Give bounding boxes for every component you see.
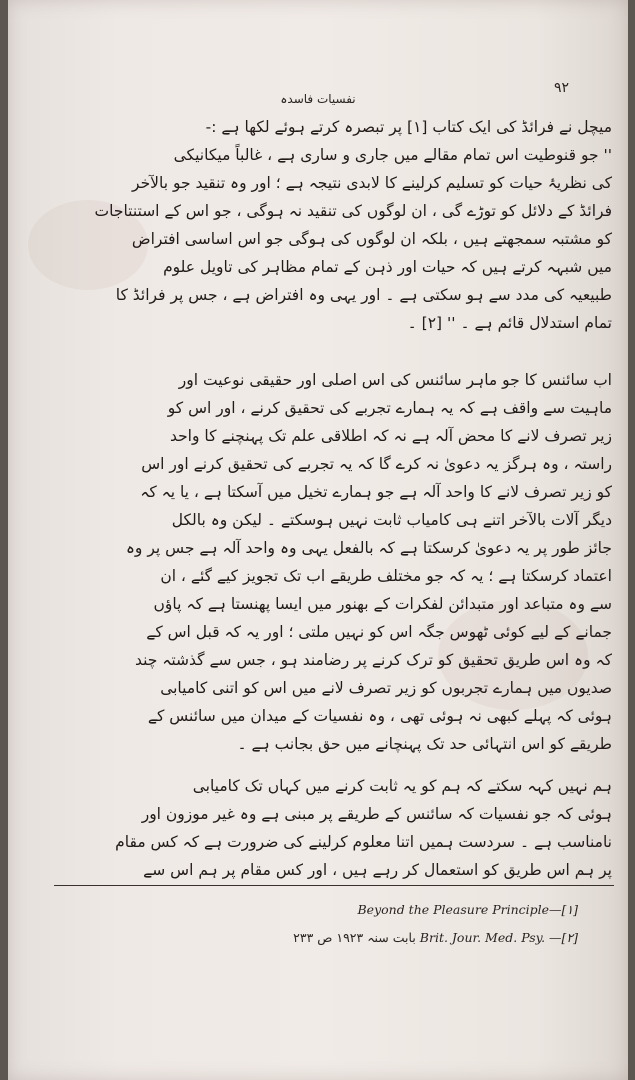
text-line: راستہ ، وہ ہرگز یہ دعویٰ نہ کرے گا کہ یہ تجربے کی تحقیق کرنے اور اس <box>141 455 612 473</box>
footnote-1: Beyond the Pleasure Principle—[۱] <box>357 902 578 917</box>
text-line: میں شبہہ کرتے ہیں کہ حیات اور ذہن کے تمام مظاہر کی تاویل علوم <box>163 258 612 276</box>
page-number: ۹۲ <box>554 80 570 96</box>
text-line: کی نظریۂ حیات کو تسلیم کرلینے کا لابدی نتیجہ ہے ؛ اور وہ تنقید جو بالآخر <box>132 174 612 192</box>
text-line: کو مشتبہ سمجھتے ہیں ، بلکہ ان لوگوں کی ہوگی جو اس اساسی افتراض <box>131 230 612 248</box>
text-line: اب سائنس کا جو ماہر سائنس کی اس اصلی اور حقیقی نوعیت اور <box>178 371 612 389</box>
text-line: نامناسب ہے ۔ سردست ہمیں اتنا معلوم کرلینے کی ضرورت ہے کہ کس مقام <box>115 833 612 851</box>
text-line: جائز طور پر یہ دعویٰ کرسکتا ہے کہ بالفعل یہی وہ واحد آلہ ہے جس پر وہ <box>125 539 612 557</box>
running-title: نفسیات فاسدہ <box>280 92 356 106</box>
text-line: '' جو قنوطیت اس تمام مقالے میں جاری و ساری ہے ، غالباً میکانیکی <box>173 146 612 164</box>
text-line: ہم نہیں کہہ سکتے کہ ہم کو یہ ثابت کرنے میں کہاں تک کامیابی <box>192 777 612 795</box>
text-line: طبیعیہ کی مدد سے ہو سکتی ہے ۔ اور یہی وہ افتراض ہے ، جس پر فرائڈ کا <box>115 286 612 304</box>
footnote-2 <box>138 930 578 945</box>
paragraph-body <box>54 366 612 758</box>
footnote-divider <box>54 885 614 886</box>
text-line: زیر تصرف لانے کا محض آلہ ہے نہ کہ اطلاقی علم تک پہنچنے کا واحد <box>169 427 612 445</box>
footnote-2-english: Brit. Jour. Med. Psy. —[۲] <box>419 930 578 945</box>
text-line: ہوئی کہ پہلے کبھی نہ ہوئی تھی ، وہ نفسیات کے میدان میں سائنس کے <box>147 707 612 725</box>
text-line: کہ وہ اس طریق تحقیق کو ترک کرنے پر رضامند ہو ، جس سے گذشتہ چند <box>134 651 612 669</box>
paragraph-closing <box>54 772 612 884</box>
text-line: جمانے کے لیے کوئی ٹھوس جگہ اس کو نہیں ملتی ؛ اور یہ کہ قبل اس کے <box>146 623 612 641</box>
text-line: دیگر آلات بالآخر اتنے ہی کامیاب ثابت نہیں ہوسکتے ۔ لیکن وہ بالکل <box>171 511 612 529</box>
text-line: کو زیر تصرف لانے کا واحد آلہ ہے جو ہمارے تخیل میں آسکتا ہے ، یا یہ کہ <box>140 483 612 501</box>
text-line: تمام استدلال قائم ہے ۔ '' [۲] ۔ <box>407 314 612 332</box>
text-line: سے وہ متباعد اور متبدائن لفکرات کے بھنور میں ایسا پھنستا ہے کہ پاؤں <box>153 595 612 613</box>
text-line: طریقے کو اس انتہائی حد تک پہنچانے میں حق بجانب ہے ۔ <box>237 735 612 753</box>
paragraph-quote <box>54 113 612 337</box>
footnote-2-urdu: بابت سنہ ۱۹۲۳ ص ۲۳۳ <box>293 930 416 945</box>
text-line: اعتماد کرسکتا ہے ؛ یہ کہ جو مختلف طریقے اب تک تجویز کیے گئے ، ان <box>160 567 612 585</box>
book-page <box>8 0 628 1080</box>
text-line: صدیوں میں ہمارے تجربوں کو زیر تصرف لانے میں اس کو اتنی کامیابی <box>160 679 612 697</box>
text-line: میچل نے فرائڈ کی ایک کتاب [۱] پر تبصرہ کرتے ہوئے لکھا ہے :- <box>205 118 612 136</box>
text-line: ماہیت سے واقف ہے کہ یہ ہمارے تجربے کی تحقیق کرنے ، اور اس کو <box>167 399 612 417</box>
text-line: ہوئی کہ جو نفسیات کہ سائنس کے طریقے پر مبنی ہے وہ غیر موزون اور <box>141 805 612 823</box>
text-line: فرائڈ کے دلائل کو توڑے گی ، ان لوگوں کی تنقید نہ ہوگی ، جو اس کے استنتاجات <box>94 202 612 220</box>
text-line: پر ہم اس طریق کو استعمال کر رہے ہیں ، اور کس مقام پر ہم اس سے <box>143 861 612 879</box>
